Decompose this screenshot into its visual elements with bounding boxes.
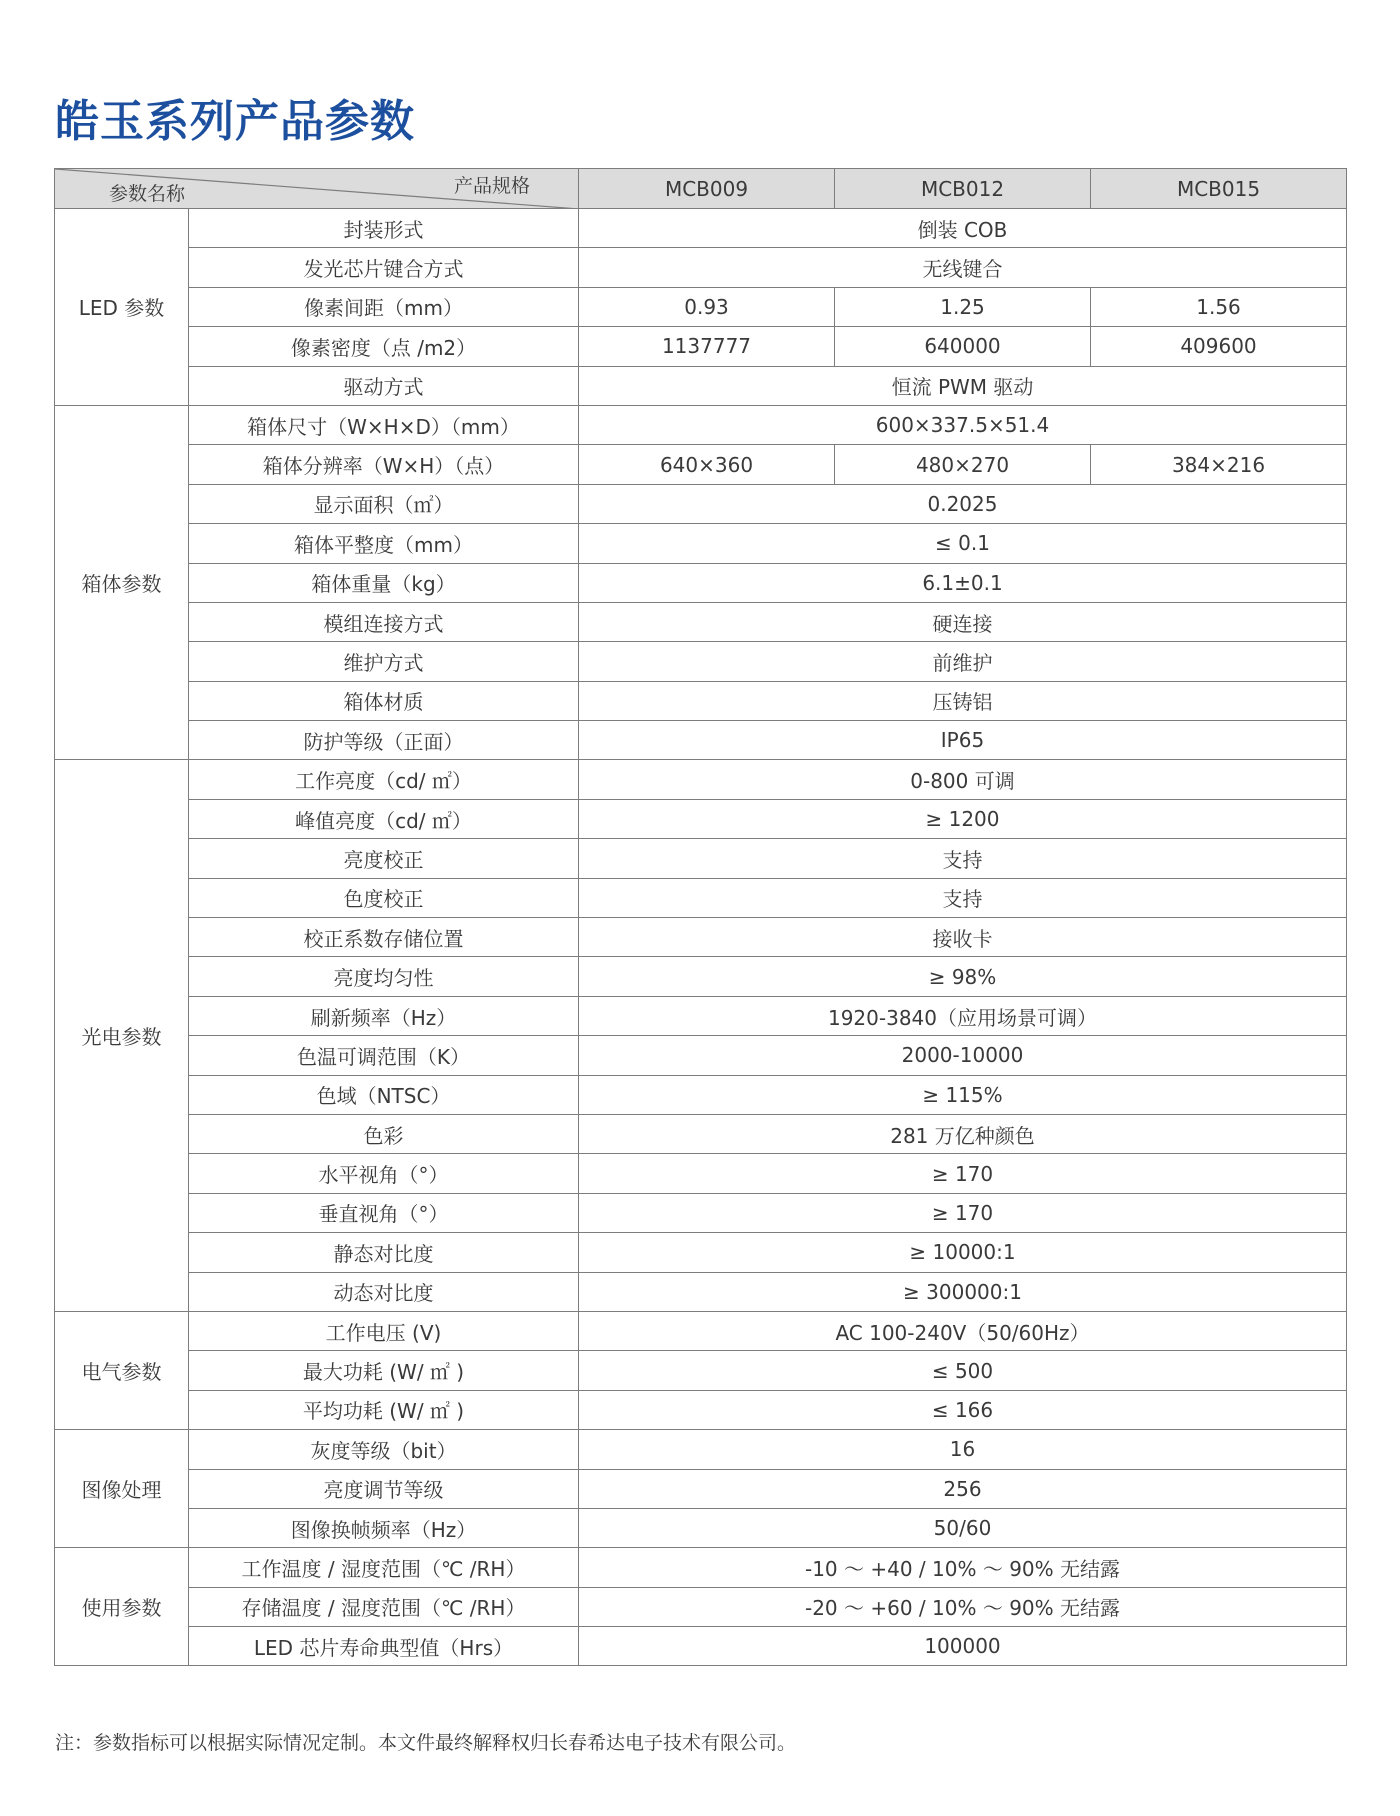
param-name: LED 芯片寿命典型值（Hrs） — [189, 1627, 579, 1666]
table-row — [55, 1154, 1347, 1193]
param-value: ≥ 1200 — [579, 799, 1347, 838]
table-row — [55, 1311, 1347, 1350]
param-name: 封装形式 — [189, 209, 579, 248]
param-name: 色域（NTSC） — [189, 1075, 579, 1114]
table-row — [55, 760, 1347, 799]
param-name: 工作电压 (V) — [189, 1311, 579, 1350]
table-row — [55, 209, 1347, 248]
table-row — [55, 799, 1347, 838]
table-row — [55, 681, 1347, 720]
param-name: 亮度均匀性 — [189, 957, 579, 996]
param-value: 6.1±0.1 — [579, 563, 1347, 602]
table-row — [55, 957, 1347, 996]
table-row — [55, 1351, 1347, 1390]
param-value: 640000 — [835, 327, 1091, 366]
param-value: -20 ～ +60 / 10% ～ 90% 无结露 — [579, 1587, 1347, 1626]
param-value: 16 — [579, 1430, 1347, 1469]
param-value: ≥ 300000:1 — [579, 1272, 1347, 1311]
table-row — [55, 524, 1347, 563]
param-value: ≥ 98% — [579, 957, 1347, 996]
param-name: 驱动方式 — [189, 366, 579, 405]
param-name: 存储温度 / 湿度范围（℃ /RH） — [189, 1587, 579, 1626]
param-value: 600×337.5×51.4 — [579, 405, 1347, 444]
param-name: 模组连接方式 — [189, 602, 579, 641]
param-name: 垂直视角（°） — [189, 1193, 579, 1232]
param-value: ≥ 10000:1 — [579, 1233, 1347, 1272]
param-value: ≤ 166 — [579, 1390, 1347, 1429]
table-row — [55, 248, 1347, 287]
param-value: 倒装 COB — [579, 209, 1347, 248]
param-value: 0.2025 — [579, 484, 1347, 523]
param-value: 1.25 — [835, 287, 1091, 326]
group-label: 箱体参数 — [55, 405, 189, 760]
header-corner-cell — [55, 169, 579, 209]
param-name: 显示面积（㎡） — [189, 484, 579, 523]
table-row — [55, 1272, 1347, 1311]
param-name: 最大功耗 (W/ ㎡ ) — [189, 1351, 579, 1390]
model-header: MCB009 — [579, 169, 835, 209]
param-name: 像素密度（点 /m2） — [189, 327, 579, 366]
param-value: 无线键合 — [579, 248, 1347, 287]
param-value: ≤ 0.1 — [579, 524, 1347, 563]
param-value: 接收卡 — [579, 918, 1347, 957]
page-title: 皓玉系列产品参数 — [55, 96, 415, 147]
table-row — [55, 1193, 1347, 1232]
param-name: 工作温度 / 湿度范围（℃ /RH） — [189, 1548, 579, 1587]
param-name: 箱体材质 — [189, 681, 579, 720]
table-row — [55, 1233, 1347, 1272]
group-label: 光电参数 — [55, 760, 189, 1311]
param-value: 640×360 — [579, 445, 835, 484]
param-name: 色彩 — [189, 1114, 579, 1153]
model-header: MCB012 — [835, 169, 1091, 209]
table-row — [55, 642, 1347, 681]
param-value: 1.56 — [1091, 287, 1347, 326]
param-name: 色温可调范围（K） — [189, 1036, 579, 1075]
table-body — [55, 209, 1347, 1666]
param-name: 发光芯片键合方式 — [189, 248, 579, 287]
param-name: 像素间距（mm） — [189, 287, 579, 326]
table-row — [55, 721, 1347, 760]
param-name: 防护等级（正面） — [189, 721, 579, 760]
table-row — [55, 1627, 1347, 1666]
param-value: 0-800 可调 — [579, 760, 1347, 799]
param-value: 50/60 — [579, 1508, 1347, 1547]
param-value: 1137777 — [579, 327, 835, 366]
group-label: 使用参数 — [55, 1548, 189, 1666]
param-value: 409600 — [1091, 327, 1347, 366]
table-row — [55, 918, 1347, 957]
param-name: 箱体分辨率（W×H）（点） — [189, 445, 579, 484]
param-name: 平均功耗 (W/ ㎡ ) — [189, 1390, 579, 1429]
table-row — [55, 1587, 1347, 1626]
group-label: LED 参数 — [55, 209, 189, 406]
table-row — [55, 1548, 1347, 1587]
table-row — [55, 1114, 1347, 1153]
param-value: ≥ 170 — [579, 1154, 1347, 1193]
param-value: 281 万亿种颜色 — [579, 1114, 1347, 1153]
param-name: 箱体重量（kg） — [189, 563, 579, 602]
table-row — [55, 484, 1347, 523]
table-row — [55, 1469, 1347, 1508]
param-value: IP65 — [579, 721, 1347, 760]
table-row — [55, 1075, 1347, 1114]
param-name: 亮度校正 — [189, 839, 579, 878]
param-name: 箱体尺寸（W×H×D）（mm） — [189, 405, 579, 444]
table-row — [55, 996, 1347, 1035]
table-row — [55, 1508, 1347, 1547]
param-value: 100000 — [579, 1627, 1347, 1666]
param-name: 工作亮度（cd/ ㎡） — [189, 760, 579, 799]
table-row — [55, 563, 1347, 602]
param-value: 前维护 — [579, 642, 1347, 681]
table-row — [55, 878, 1347, 917]
param-value: 支持 — [579, 878, 1347, 917]
table-row — [55, 602, 1347, 641]
footnote: 注：参数指标可以根据实际情况定制。本文件最终解释权归长春希达电子技术有限公司。 — [55, 1732, 797, 1754]
param-name: 校正系数存储位置 — [189, 918, 579, 957]
param-name: 峰值亮度（cd/ ㎡） — [189, 799, 579, 838]
spec-table — [54, 168, 1347, 1666]
param-value: ≤ 500 — [579, 1351, 1347, 1390]
param-value: 1920-3840（应用场景可调） — [579, 996, 1347, 1035]
param-value: 2000-10000 — [579, 1036, 1347, 1075]
param-name: 动态对比度 — [189, 1272, 579, 1311]
param-name: 刷新频率（Hz） — [189, 996, 579, 1035]
param-name: 维护方式 — [189, 642, 579, 681]
param-name: 图像换帧频率（Hz） — [189, 1508, 579, 1547]
param-name: 亮度调节等级 — [189, 1469, 579, 1508]
param-value: 恒流 PWM 驱动 — [579, 366, 1347, 405]
param-value: 384×216 — [1091, 445, 1347, 484]
table-row — [55, 1036, 1347, 1075]
model-header: MCB015 — [1091, 169, 1347, 209]
table-row — [55, 287, 1347, 326]
table-row — [55, 327, 1347, 366]
param-value: 0.93 — [579, 287, 835, 326]
param-value: 256 — [579, 1469, 1347, 1508]
param-value: ≥ 115% — [579, 1075, 1347, 1114]
table-header-row — [55, 169, 1347, 209]
table-row — [55, 445, 1347, 484]
param-value: ≥ 170 — [579, 1193, 1347, 1232]
param-value: 支持 — [579, 839, 1347, 878]
param-name: 静态对比度 — [189, 1233, 579, 1272]
param-name: 灰度等级（bit） — [189, 1430, 579, 1469]
param-name: 水平视角（°） — [189, 1154, 579, 1193]
param-name: 色度校正 — [189, 878, 579, 917]
param-value: 480×270 — [835, 445, 1091, 484]
table-row — [55, 366, 1347, 405]
param-value: AC 100-240V（50/60Hz） — [579, 1311, 1347, 1350]
param-value: -10 ～ +40 / 10% ～ 90% 无结露 — [579, 1548, 1347, 1587]
param-name: 箱体平整度（mm） — [189, 524, 579, 563]
table-row — [55, 1430, 1347, 1469]
header-col-label: 产品规格 — [453, 175, 530, 197]
group-label: 图像处理 — [55, 1430, 189, 1548]
group-label: 电气参数 — [55, 1311, 189, 1429]
table-row — [55, 1390, 1347, 1429]
param-value: 压铸铝 — [579, 681, 1347, 720]
param-value: 硬连接 — [579, 602, 1347, 641]
table-row — [55, 405, 1347, 444]
header-row-label: 参数名称 — [109, 183, 186, 205]
table-row — [55, 839, 1347, 878]
